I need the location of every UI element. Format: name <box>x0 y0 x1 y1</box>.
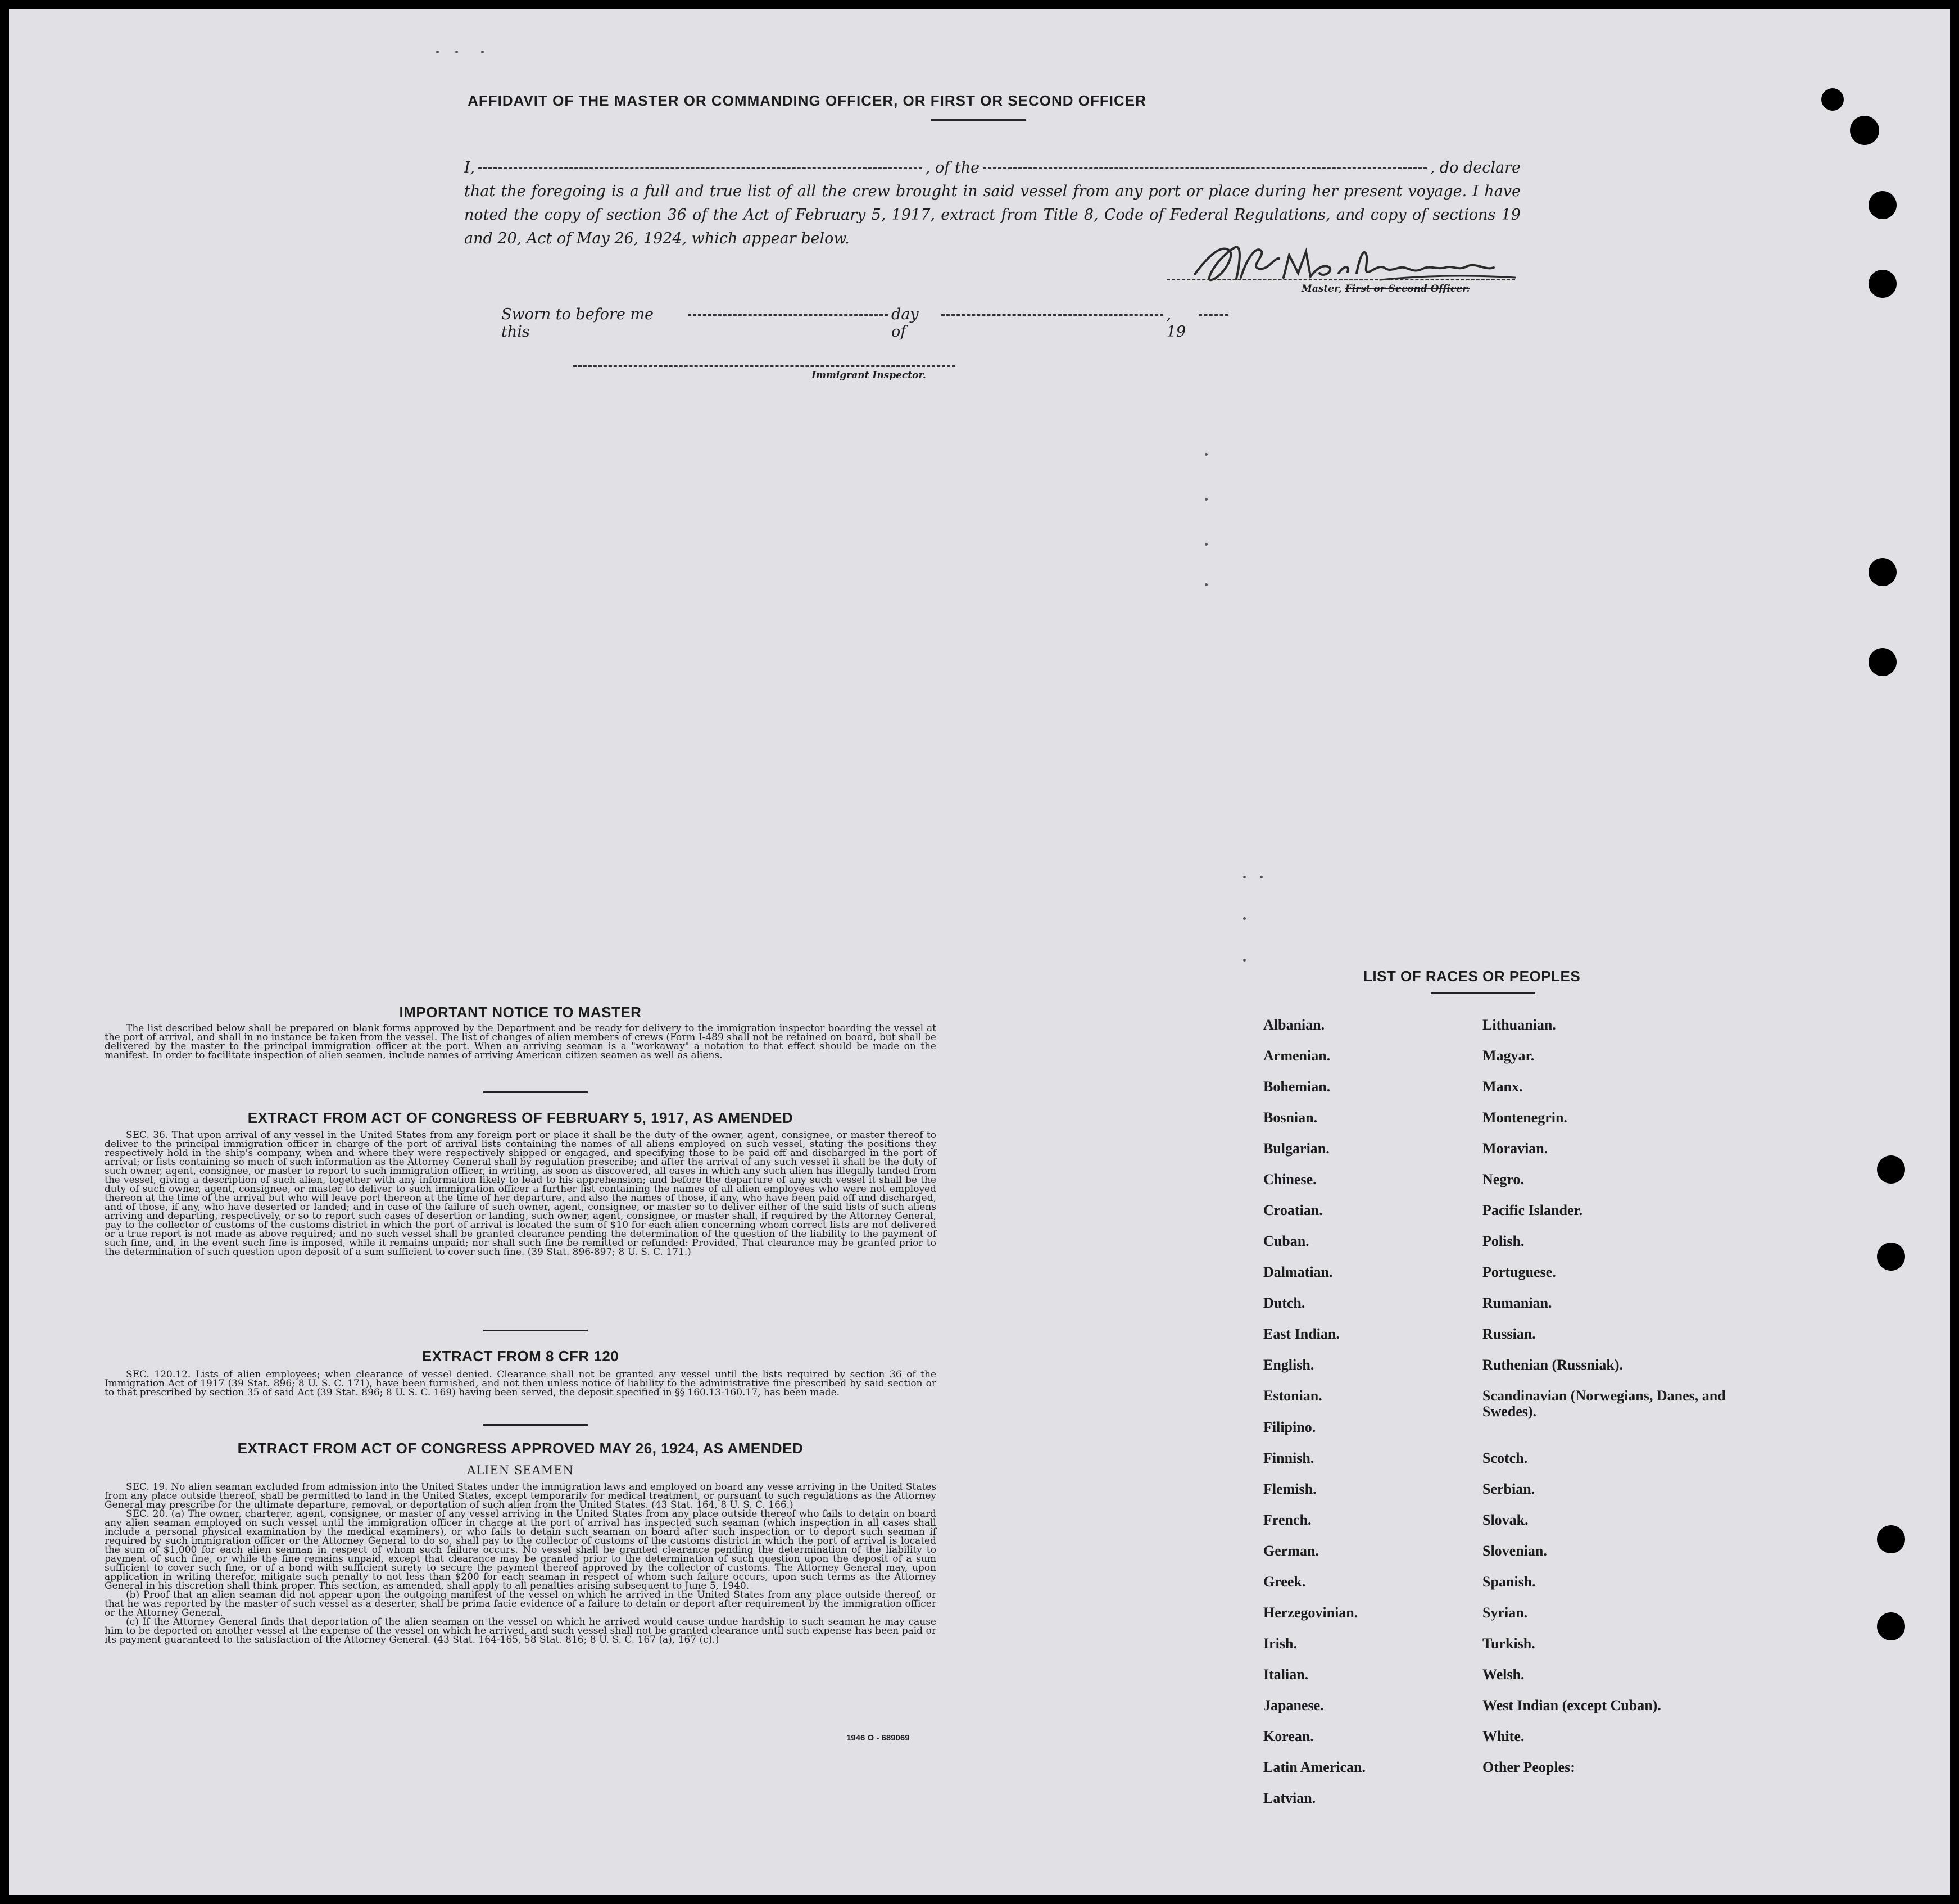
race-item: Portuguese. <box>1482 1264 1556 1280</box>
race-item: Scandinavian (Norwegians, Danes, and Swedes). <box>1482 1388 1726 1420</box>
speck <box>1205 583 1208 586</box>
decl-do-declare: , do declare <box>1430 159 1521 176</box>
sworn-month-blank[interactable] <box>941 314 1163 316</box>
inspector-signature-line[interactable] <box>573 365 955 367</box>
speck <box>1260 876 1263 878</box>
race-item: Polish. <box>1482 1233 1525 1249</box>
race-item: Bohemian. <box>1263 1078 1331 1095</box>
sec19-paragraph: SEC. 19. No alien seaman excluded from admission into the United States under the immigration laws and employed on board any vesse arriving in the United States from any place outside thereof, shall be permitted to land in the United States, except temporarily for medical treatment, or pursuant to such regulations as the Attorney General may prescribe for the ultimate departure, removal, or deportation of such alien from the United States. (43 Stat. 164, 8 U. S. C. 166.) <box>105 1481 936 1511</box>
print-code: 1946 O - 689069 <box>846 1733 910 1743</box>
punch-hole <box>1877 1243 1905 1271</box>
race-item: Filipino. <box>1263 1419 1316 1435</box>
race-item: Turkish. <box>1482 1635 1535 1652</box>
race-item: Manx. <box>1482 1078 1523 1095</box>
speck <box>455 51 458 53</box>
punch-hole <box>1869 270 1897 298</box>
punch-hole <box>1877 1612 1905 1640</box>
race-item: Bulgarian. <box>1263 1140 1330 1157</box>
sec20b-paragraph: (b) Proof that an alien seaman did not appear upon the outgoing manifest of the vessel on which he arrived in the United States from any place outside thereof, or that he was reported by the master of such vessel as a deserter, shall be prima facie evidence of a failure to detain or deport after requirement by the immigration officer or the Attorney General. <box>105 1589 936 1619</box>
speck <box>1205 453 1208 456</box>
affidavit-title: AFFIDAVIT OF THE MASTER OR COMMANDING OFFICER, OR FIRST OR SECOND OFFICER <box>468 92 1146 109</box>
decl-i: I, <box>464 159 475 176</box>
punch-hole <box>1869 191 1897 219</box>
extract-1917-text <box>105 1131 936 1257</box>
sec36-paragraph: SEC. 36. That upon arrival of any vessel in the United States from any foreign port or place it shall be the duty of the owner, agent, consignee, or master thereof to deliver to the principal immigration officer in charge of the port of arrival lists containing the names of all aliens employed on such vessel, stating the positions they respectively hold in the ship's company, when and where they were respectively shipped or engaged, and specifying those to be paid off and discharged in the port of arrival; or lists containing so much of such information as the Attorney General shall by regulation prescribe; and after the arrival of any such vessel it shall be the duty of such owner, agent, consignee, or master to report to such immigration officer, in writing, as soon as discovered, all cases in which any such alien has illegally landed from the vessel, giving a description of such alien, together with any information likely to lead to his apprehension; and before the departure of any such vessel it shall be the duty of such owner, agent, consignee, or master to deliver to such immigration officer a further list containing the names of all alien employees who were not employed thereon at the time of the arrival but who will leave port thereon at the time of her departure, and also the names of those, if any, who have been paid off and discharged, and of those, if any, who have deserted or landed; and in case of the failure of such owner, agent, consignee, or master so to deliver either of the said lists of such aliens arriving and departing, respectively, or so to report such cases of desertion or landing, such owner, agent, consignee, or master shall, if required by the Attorney General, pay to the collector of customs of the customs district in which the port of arrival is located the sum of $10 for each alien concerning whom correct lists are not delivered or a true report is not made as above required; and no such vessel shall be granted clearance pending the determination of the question of the liability to the payment of such fine, and, in the event such fine is imposed, while it remains unpaid; nor shall such fine be remitted or refunded: Provided, That clearance may be granted prior to the determination of such question upon deposit of a sum sufficient to cover such fine. (39 Stat. 896-897; 8 U. S. C. 171.) <box>105 1130 936 1258</box>
race-item: Serbian. <box>1482 1481 1535 1497</box>
section-rule <box>483 1424 588 1426</box>
race-item: English. <box>1263 1357 1314 1373</box>
sec120-paragraph: SEC. 120.12. Lists of alien employees; when clearance of vessel denied. Clearance shall not be granted any vessel until the lists required by section 36 of the Immigration Act of 1917 (39 Stat. 896; 8 U. S. C. 171), have been furnished, and not then unless notice of liability to the administrative fine prescribed by said section or to that prescribed by section 35 of said Act (39 Stat. 896; 8 U. S. C. 169) having been served, the deposit specified in §§ 160.13-160.17, has been made. <box>105 1369 936 1398</box>
race-item: Bosnian. <box>1263 1109 1318 1126</box>
race-item: West Indian (except Cuban). <box>1482 1697 1661 1713</box>
race-item: Dalmatian. <box>1263 1264 1333 1280</box>
speck <box>436 51 439 53</box>
race-item: East Indian. <box>1263 1326 1340 1342</box>
notice-text <box>105 1024 936 1060</box>
race-item: Italian. <box>1263 1666 1309 1683</box>
inspector-caption: Immigrant Inspector. <box>811 370 926 381</box>
race-item: White. <box>1482 1728 1525 1744</box>
sworn-day-of: day of <box>891 306 919 341</box>
speck <box>1205 543 1208 546</box>
race-item: Slovenian. <box>1482 1543 1547 1559</box>
sworn-prefix: Sworn to before me this <box>501 306 654 341</box>
race-item: Cuban. <box>1263 1233 1309 1249</box>
race-item: Albanian. <box>1263 1017 1325 1033</box>
races-title: LIST OF RACES OR PEOPLES <box>1363 968 1581 985</box>
caption-struck-officer: First or Second Officer. <box>1345 283 1470 294</box>
race-item: Estonian. <box>1263 1388 1322 1404</box>
extract-cfr-title: EXTRACT FROM 8 CFR 120 <box>421 1348 619 1364</box>
race-item: Slovak. <box>1482 1512 1529 1528</box>
sworn-line <box>501 306 1232 341</box>
punch-hole <box>1877 1525 1905 1553</box>
section-rule <box>483 1330 588 1331</box>
notice-title: IMPORTANT NOTICE TO MASTER <box>399 1004 642 1021</box>
race-item: Finnish. <box>1263 1450 1314 1466</box>
race-item: Irish. <box>1263 1635 1297 1652</box>
race-item: Ruthenian (Russniak). <box>1482 1357 1623 1373</box>
race-item: French. <box>1263 1512 1312 1528</box>
race-item: Chinese. <box>1263 1171 1317 1187</box>
extract-cfr-text <box>105 1370 936 1397</box>
race-item: Negro. <box>1482 1171 1524 1187</box>
sworn-year: , 19 <box>1166 306 1186 341</box>
notice-paragraph: The list described below shall be prepared on blank forms approved by the Department and be ready for delivery to the immigration inspector boarding the vessel at the port of arrival, and shall in no instance be taken from the vessel. The list of changes of alien members of crews (Form I-489 shall not be retained on board, but shall be delivered by the master to the principal immigration officer at the port. When an arriving seaman is a "workaway" a notation to that effect should be made on the manifest. In order to facilitate inspection of alien seamen, include names of arriving American citizen seamen as well as aliens. <box>105 1023 936 1061</box>
vessel-blank[interactable] <box>983 167 1427 169</box>
race-item: Herzegovinian. <box>1263 1604 1358 1621</box>
race-item: Montenegrin. <box>1482 1109 1567 1126</box>
race-item: Latvian. <box>1263 1790 1316 1806</box>
race-item: Korean. <box>1263 1728 1314 1744</box>
sec20a-paragraph: SEC. 20. (a) The owner, charterer, agent, consignee, or master of any vessel arriving in the United States from any place outside thereof who fails to detain on board any alien seaman employed on such vessel until the immigration officer in charge at the port of arrival has inspected such seaman (which inspection in all cases shall include a personal physical examination by the medical examiners), or who fails to detain such seaman on board after such inspection or to deport such seaman if required by such immigration officer or the Attorney General to do so, shall pay to the collector of customs of the customs district in which the port of arrival is located the sum of $1,000 for each alien seaman in respect of whom such failure occurs. No vessel shall be granted clearance pending the determination of the liability to payment of such fine, or while the fine remains unpaid, except that clearance may be granted prior to the determination of such question upon the deposit of a sum sufficient to cover such fine, or of a bond with sufficient surety to secure the payment thereof approved by the collector of customs. The Attorney General may, upon application in writing therefor, mitigate such penalty to not less than $200 for each seaman in respect of whom such failure occurs, upon such terms as the Attorney General in his discretion shall think proper. This section, as amended, shall apply to all penalties arising subsequent to June 5, 1940. <box>105 1508 936 1592</box>
speck <box>481 51 484 53</box>
race-item: Lithuanian. <box>1482 1017 1556 1033</box>
decl-of-the: , of the <box>925 159 980 176</box>
race-item: Greek. <box>1263 1574 1306 1590</box>
speck <box>1243 917 1246 920</box>
sworn-year-blank[interactable] <box>1199 314 1228 316</box>
title-rule <box>931 119 1026 121</box>
speck <box>1243 876 1246 878</box>
race-item: Welsh. <box>1482 1666 1525 1683</box>
race-item: Spanish. <box>1482 1574 1536 1590</box>
decl-body: that the foregoing is a full and true list of all the crew brought in said vessel from any port or place during her present voyage. I have noted the copy of section 36 of the Act of February 5, 1917, extract from Title 8, Code of Federal Regulations, and copy of sections 19 and 20, Act of May 26, 1924, which appear below. <box>464 183 1521 247</box>
extract-1917-title: EXTRACT FROM ACT OF CONGRESS OF FEBRUARY 5, 1917, AS AMENDED <box>247 1109 793 1126</box>
race-item: Rumanian. <box>1482 1295 1552 1311</box>
sworn-date-blank[interactable] <box>688 314 888 316</box>
signature-line[interactable] <box>1167 279 1515 280</box>
caption-master: Master, <box>1302 283 1342 294</box>
race-item: Moravian. <box>1482 1140 1548 1157</box>
race-item: Dutch. <box>1263 1295 1305 1311</box>
race-item: Croatian. <box>1263 1202 1323 1218</box>
punch-hole <box>1869 558 1897 586</box>
race-item: Japanese. <box>1263 1697 1324 1713</box>
race-item: German. <box>1263 1543 1319 1559</box>
extract-1924-subtitle: ALIEN SEAMEN <box>467 1463 574 1477</box>
race-item: Latin American. <box>1263 1759 1366 1775</box>
race-item: Flemish. <box>1263 1481 1317 1497</box>
race-item: Russian. <box>1482 1326 1536 1342</box>
race-item: Other Peoples: <box>1482 1759 1575 1775</box>
punch-hole <box>1821 88 1844 111</box>
signature-caption <box>1302 283 1470 294</box>
race-item: Armenian. <box>1263 1048 1331 1064</box>
extract-1924-text <box>105 1483 936 1644</box>
sec20c-paragraph: (c) If the Attorney General finds that deportation of the alien seaman on the vessel on which he arrived would cause undue hardship to such seaman he may cause him to be deported on another vessel at the expense of the vessel on which he arrived, and such vessel shall not be granted clearance until such expense has been paid or its payment guaranteed to the satisfaction of the Attorney General. (43 Stat. 164-165, 58 Stat. 816; 8 U. S. C. 167 (a), 167 (c).) <box>105 1616 936 1645</box>
race-item: Pacific Islander. <box>1482 1202 1583 1218</box>
punch-hole <box>1869 648 1897 676</box>
punch-hole <box>1877 1155 1905 1184</box>
speck <box>1205 498 1208 501</box>
races-title-rule <box>1431 992 1535 994</box>
race-item: Scotch. <box>1482 1450 1528 1466</box>
race-item: Magyar. <box>1482 1048 1535 1064</box>
extract-1924-title: EXTRACT FROM ACT OF CONGRESS APPROVED MAY 26, 1924, AS AMENDED <box>237 1440 804 1457</box>
race-item: Syrian. <box>1482 1604 1528 1621</box>
document-page <box>9 9 1950 1895</box>
speck <box>1243 959 1246 962</box>
section-rule <box>483 1091 588 1093</box>
punch-hole <box>1850 116 1879 145</box>
name-blank[interactable] <box>478 167 922 169</box>
